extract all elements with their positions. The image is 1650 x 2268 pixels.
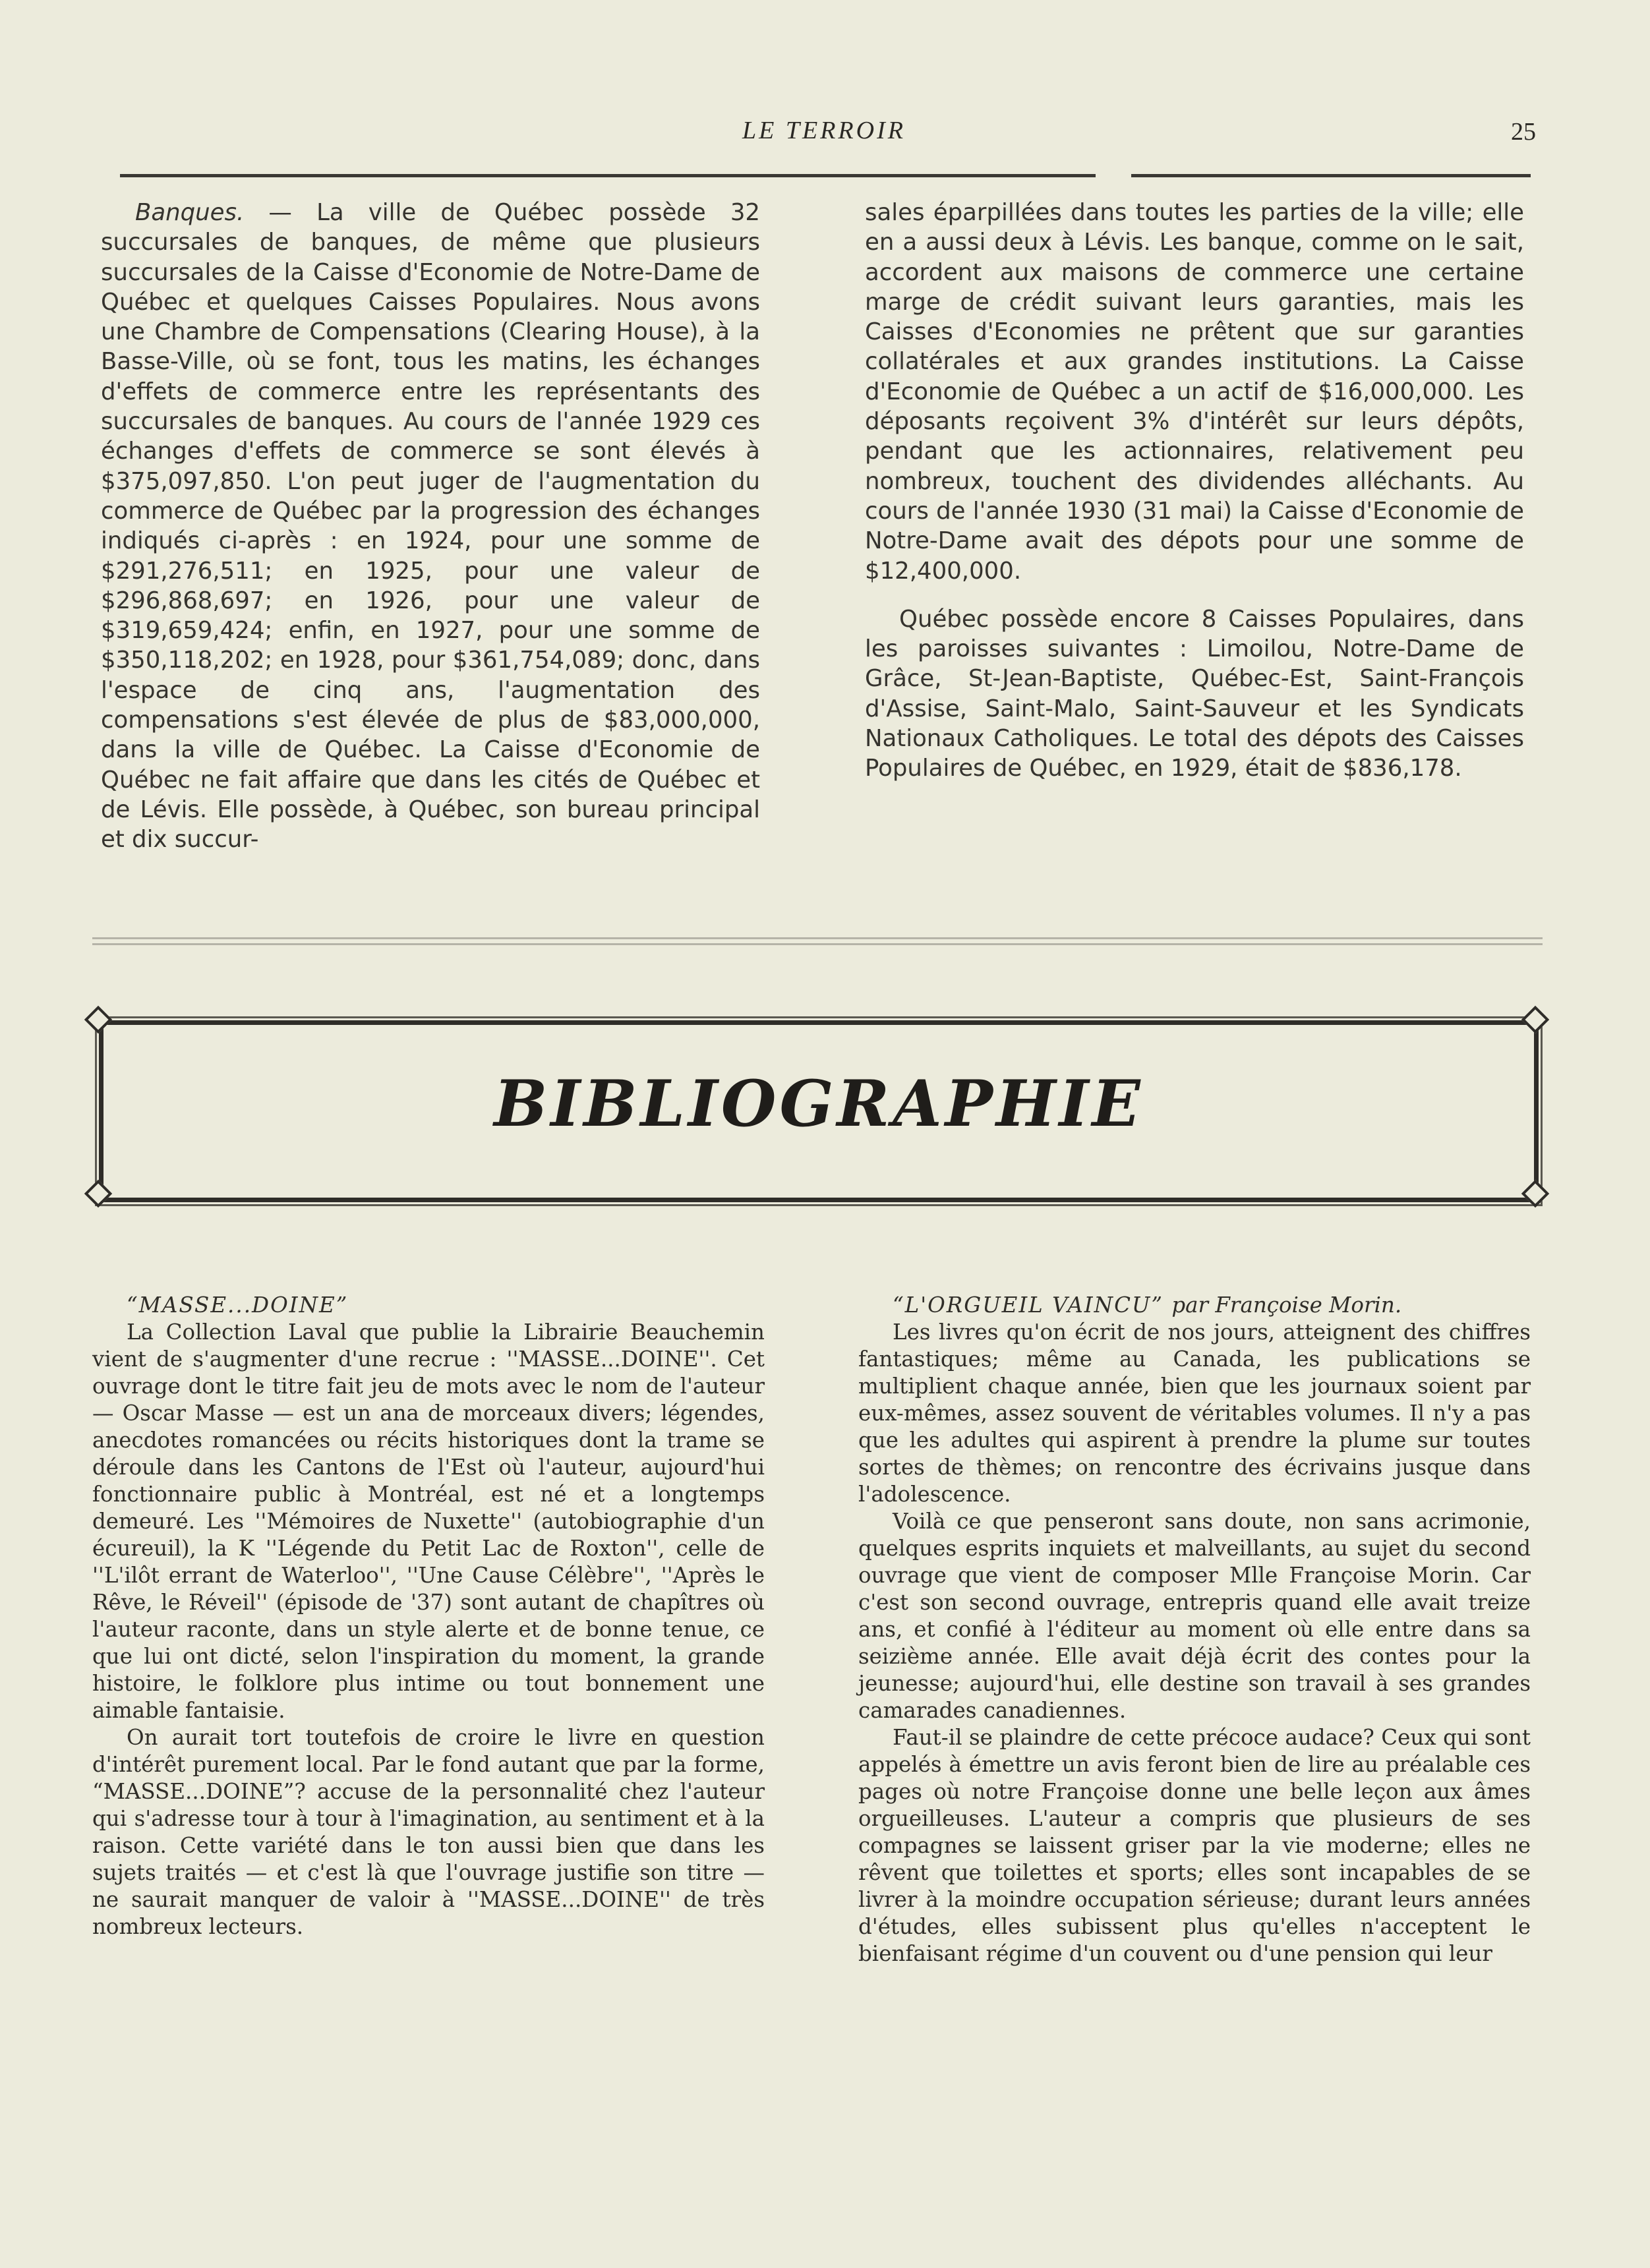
section-divider: [92, 937, 1543, 939]
review-heading: “L'ORGUEIL VAINCU”: [893, 1293, 1164, 1318]
review-heading: “MASSE...DOINE”: [127, 1293, 349, 1318]
review-paragraph: On aurait tort toutefois de croire le livre en question d'intérêt purement local. Par le fond autant que par la forme, “MASSE...DOINE”? accuse de la personnalité chez l'auteur qui s'adresse tour à tour à l'imagination, au sentiment et à la raison. Cette variété dans le ton aussi bien que dans les sujets traités — et c'est là que l'ouvrage justifie son titre — ne saurait manquer de valoir à ''MASSE...DOINE'' de très nombreux lecteurs.: [92, 1725, 765, 1939]
review-paragraph: Les livres qu'on écrit de nos jours, atteignent des chiffres fantastiques; même au Canada, les publications se multiplient chaque année, bien que les journaux soient par eux-mêmes, assez souvent de véritables volumes. Il n'y a pas que les adultes qui aspirent à prendre la plume sur toutes sortes de thèmes; on rencontre des écrivains jusque dans l'adolescence.: [858, 1320, 1531, 1507]
article-paragraph: [101, 198, 760, 855]
running-title: LE TERROIR: [742, 117, 906, 144]
review-column-left: [92, 1292, 765, 1940]
review-author: par Françoise Morin.: [1171, 1293, 1402, 1318]
paragraph-lead: Banques.: [135, 199, 245, 226]
review-heading-line: [858, 1292, 1531, 1319]
header-rule: [1131, 174, 1531, 177]
article-column-left: [101, 198, 760, 855]
article-paragraph: Québec possède encore 8 Caisses Populaires, dans les paroisses suivantes : Limoilou, Notre-Dame de Grâce, St-Jean-Baptiste, Québec-Est, Saint-François d'Assise, Saint-Malo, Saint-Sauveur et les Syndicats Nationaux Catholiques. Le total des dépots des Caisses Populaires de Québec, en 1929, était de $836,178.: [865, 605, 1524, 782]
paragraph-text: — La ville de Québec possède 32 succursales de banques, de même que plusieurs succursales de la Caisse d'Economie de Notre-Dame de Québec et quelques Caisses Populaires. Nous avons une Chambre de Compensations (Clearing House), à la Basse-Ville, où se font, tous les matins, les échanges d'effets de commerce entre les représentants des succursales de banques. Au cours de l'année 1929 ces échanges d'effets de commerce se sont élevés à $375,097,850. L'on peut juger de l'augmentation du commerce de Québec par la progression des échanges indiqués ci-après : en 1924, pour une somme de $291,276,511; en 1925, pour une valeur de $296,868,697; en 1926, pour une valeur de $319,659,424; enfin, en 1927, pour une somme de $350,118,202; en 1928, pour $361,754,089; donc, dans l'espace de cinq ans, l'augmentation des compensations s'est élevée de plus de $83,000,000, dans la ville de Québec. La Caisse d'Economie de Québec ne fait affaire que dans les cités de Québec et de Lévis. Elle possède, à Québec, son bureau principal et dix succur-: [101, 199, 760, 854]
section-title: BIBLIOGRAPHIE: [494, 1066, 1144, 1141]
review-paragraph: La Collection Laval que publie la Librairie Beauchemin vient de s'augmenter d'une recrue : ''MASSE...DOINE''. Cet ouvrage dont le titre fait jeu de mots avec le nom de l'auteur — Oscar Masse — est un ana de morceaux divers; légendes, anecdotes romancées ou récits historiques dont la trame se déroule dans les Cantons de l'Est où l'auteur, aujourd'hui fonctionnaire public à Montréal, est né et a longtemps demeuré. Les ''Mémoires de Nuxette'' (autobiographie d'un écureuil), la K ''Légende du Petit Lac de Roxton'', celle de ''L'ilôt errant de Waterloo'', ''Une Cause Célèbre'', ''Après le Rêve, le Réveil'' (épisode de '37) sont autant de chapîtres où l'auteur raconte, dans un style alerte et de bonne tenue, ce que lui ont dicté, selon l'inspiration du moment, la grande histoire, le folklore plus intime ou tout bonnement une aimable fantaisie.: [92, 1320, 765, 1723]
section-divider: [92, 943, 1543, 945]
page-number: 25: [1511, 118, 1536, 146]
review-paragraph: Faut-il se plaindre de cette précoce audace? Ceux qui sont appelés à émettre un avis feront bien de lire au préalable ces pages où notre Françoise donne une belle leçon aux âmes orgueilleuses. L'auteur a compris que plusieurs de ses compagnes se laissent griser par la vie moderne; elles ne rêvent que toilettes et sports; elles sont incapables de se livrer à la moindre occupation sérieuse; durant leurs années d'études, elles subissent plus qu'elles n'acceptent le bienfaisant régime d'un couvent ou d'une pension qui leur: [858, 1725, 1531, 1966]
review-paragraph: Voilà ce que penseront sans doute, non sans acrimonie, quelques esprits inquiets et malveillants, au sujet du second ouvrage que vient de composer Mlle Françoise Morin. Car c'est son second ouvrage, entrepris quand elle avait treize ans, et confié à l'éditeur au moment où elle entre dans sa seizième année. Elle avait déjà écrit des contes pour la jeunesse; aujourd'hui, elle destine son travail à ses grandes camarades canadiennes.: [858, 1509, 1531, 1723]
article-paragraph: sales éparpillées dans toutes les parties de la ville; elle en a aussi deux à Lévis. Les banque, comme on le sait, accordent aux maisons de commerce une certaine marge de crédit suivant leurs garanties, mais les Caisses d'Economies ne prêtent que sur garanties collatérales et aux grandes institutions. La Caisse d'Economie de Québec a un actif de $16,000,000. Les déposants reçoivent 3% d'intérêt sur leurs dépôts, pendant que les actionnaires, relativement peu nombreux, touchent des dividendes alléchants. Au cours de l'année 1930 (31 mai) la Caisse d'Economie de Notre-Dame avait des dépots pour une somme de $12,400,000.: [865, 199, 1524, 585]
article-column-right: [865, 198, 1524, 784]
review-column-right: [858, 1292, 1531, 1967]
header-rule: [120, 174, 1096, 177]
